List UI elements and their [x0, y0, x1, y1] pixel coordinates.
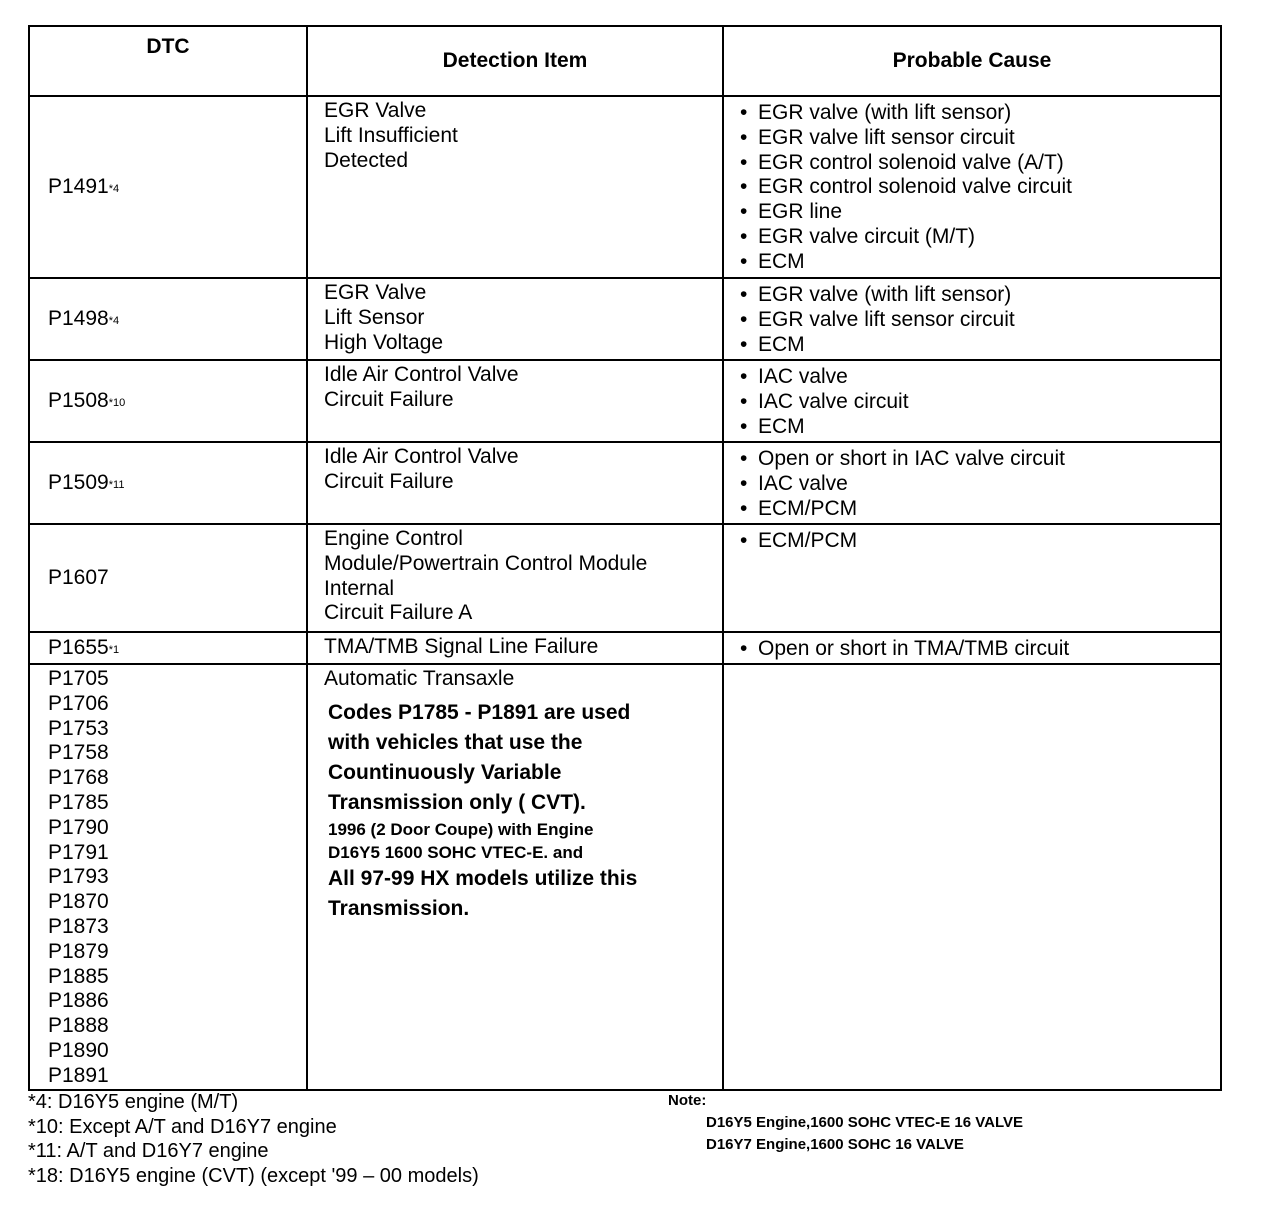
cause-item	[740, 308, 1220, 333]
table-row	[29, 96, 1221, 278]
bullet-mark: •	[740, 307, 748, 331]
table-row	[29, 664, 1221, 1090]
cvt-note	[328, 698, 722, 924]
bullet-mark: •	[740, 101, 748, 124]
cause-cell	[723, 278, 1221, 360]
cause-item	[740, 415, 1220, 440]
bullet-mark: •	[740, 414, 748, 438]
dtc-code: P1791	[48, 840, 109, 864]
detection-line: Lift Insufficient	[324, 123, 458, 147]
cause-item	[740, 497, 1220, 522]
cause-item	[740, 175, 1220, 200]
cause-text: IAC valve	[758, 471, 848, 495]
cause-item	[740, 390, 1220, 415]
cause-item	[740, 529, 1220, 554]
note-line: D16Y5 Engine,1600 SOHC VTEC-E 16 VALVE	[706, 1114, 1024, 1131]
cause-item	[740, 151, 1220, 176]
dtc-code: P1655	[48, 635, 109, 659]
detection-line: Internal	[324, 576, 395, 600]
dtc-code: P1873	[48, 914, 109, 938]
table-row	[29, 442, 1221, 524]
dtc-footnote-ref: *4	[108, 182, 120, 195]
bullet-mark: •	[740, 175, 748, 199]
header-detection-item: Detection Item	[307, 26, 723, 96]
cause-item	[740, 447, 1220, 472]
detection-line: Circuit Failure	[324, 387, 454, 411]
dtc-code: P1508	[48, 388, 109, 412]
dtc-cell	[29, 524, 307, 632]
cause-cell	[723, 96, 1221, 278]
bullet-mark: •	[740, 389, 748, 413]
dtc-cell	[29, 664, 307, 1090]
detection-line: EGR Valve	[324, 99, 427, 122]
cause-item	[740, 126, 1220, 151]
cause-text: EGR valve circuit (M/T)	[758, 224, 976, 248]
cause-text: ECM	[758, 414, 805, 438]
cause-item	[740, 225, 1220, 250]
dtc-footnote-ref: *10	[108, 396, 126, 409]
dtc-cell	[29, 442, 307, 524]
bullet-mark: •	[740, 365, 748, 388]
cause-text: ECM/PCM	[758, 529, 858, 552]
detection-line: Detected	[324, 148, 409, 172]
cvt-note-line: Countinuously Variable	[328, 760, 562, 784]
detection-cell	[307, 278, 723, 360]
cause-item	[740, 637, 1220, 662]
detection-cell	[307, 442, 723, 524]
cause-text: Open or short in IAC valve circuit	[758, 447, 1065, 470]
dtc-code: P1758	[48, 741, 109, 765]
detection-line: TMA/TMB Signal Line Failure	[324, 635, 599, 658]
dtc-code: P1886	[48, 989, 109, 1013]
cause-text: IAC valve circuit	[758, 389, 909, 413]
dtc-cell	[29, 360, 307, 442]
cause-text: EGR valve lift sensor circuit	[758, 307, 1015, 331]
cause-text: EGR control solenoid valve circuit	[758, 175, 1072, 199]
note-title: Note:	[668, 1092, 707, 1109]
bullet-mark: •	[740, 447, 748, 470]
cause-text: EGR control solenoid valve (A/T)	[758, 150, 1064, 174]
dtc-cell	[29, 632, 307, 664]
detection-cell	[307, 632, 723, 664]
dtc-table	[28, 25, 1222, 1091]
detection-line: Engine Control	[324, 527, 463, 550]
bullet-mark: •	[740, 471, 748, 495]
dtc-cell	[29, 96, 307, 278]
dtc-code: P1879	[48, 939, 109, 963]
dtc-code: P1706	[48, 691, 109, 715]
cause-item	[740, 365, 1220, 390]
detection-cell	[307, 664, 723, 1090]
cvt-note-line: D16Y5 1600 SOHC VTEC-E. and	[328, 842, 584, 862]
table-row	[29, 360, 1221, 442]
bullet-mark: •	[740, 283, 748, 306]
footnote: *4: D16Y5 engine (M/T)	[28, 1091, 239, 1113]
bullet-mark: •	[740, 224, 748, 248]
dtc-code: P1891	[48, 1063, 109, 1087]
detection-line: Circuit Failure A	[324, 601, 473, 625]
detection-cell	[307, 96, 723, 278]
dtc-code: P1509	[48, 470, 109, 494]
dtc-code: P1753	[48, 716, 109, 740]
cause-text: ECM	[758, 249, 805, 273]
footnote: *11: A/T and D16Y7 engine	[28, 1140, 269, 1162]
footnote: *18: D16Y5 engine (CVT) (except '99 – 00 models)	[28, 1164, 479, 1187]
cause-cell	[723, 632, 1221, 664]
dtc-code: P1870	[48, 890, 109, 914]
table-row	[29, 278, 1221, 360]
table-row	[29, 632, 1221, 664]
cause-item	[740, 200, 1220, 225]
dtc-code: P1768	[48, 766, 109, 790]
dtc-code: P1785	[48, 790, 109, 814]
cvt-note-line: Codes P1785 - P1891 are used	[328, 700, 631, 724]
cvt-note-line: 1996 (2 Door Coupe) with Engine	[328, 819, 594, 839]
detection-line: Automatic Transaxle	[324, 667, 515, 690]
dtc-cell	[29, 278, 307, 360]
cause-text: EGR line	[758, 200, 843, 224]
detection-cell	[307, 360, 723, 442]
bullet-mark: •	[740, 249, 748, 273]
bullet-mark: •	[740, 200, 748, 224]
dtc-code: P1885	[48, 964, 109, 988]
dtc-footnote-ref: *1	[108, 643, 120, 656]
bullet-mark: •	[740, 150, 748, 174]
table-row	[29, 524, 1221, 632]
dtc-footnote-ref: *11	[108, 478, 125, 491]
cause-cell	[723, 360, 1221, 442]
detection-line: Idle Air Control Valve	[324, 445, 519, 468]
header-dtc: DTC	[29, 26, 307, 96]
cause-text: EGR valve lift sensor circuit	[758, 125, 1015, 149]
table-header-row	[29, 26, 1221, 96]
detection-line: Idle Air Control Valve	[324, 363, 519, 386]
detection-line: Lift Sensor	[324, 305, 425, 329]
cause-item	[740, 472, 1220, 497]
cvt-note-line: Transmission only ( CVT).	[328, 790, 586, 814]
detection-line: EGR Valve	[324, 281, 427, 304]
dtc-code: P1607	[48, 565, 109, 589]
dtc-code: P1888	[48, 1014, 109, 1038]
detection-line: Module/Powertrain Control Module	[324, 551, 648, 575]
footnote: *10: Except A/T and D16Y7 engine	[28, 1115, 337, 1138]
cause-cell	[723, 524, 1221, 632]
cause-item	[740, 283, 1220, 308]
dtc-code: P1890	[48, 1038, 109, 1062]
bullet-mark: •	[740, 332, 748, 356]
bullet-mark: •	[740, 496, 748, 520]
cvt-note-line: All 97-99 HX models utilize this	[328, 866, 638, 890]
header-probable-cause: Probable Cause	[723, 26, 1221, 96]
footnotes	[28, 1090, 479, 1188]
dtc-code: P1491	[48, 174, 109, 198]
cause-item	[740, 333, 1220, 358]
dtc-code: P1793	[48, 865, 109, 889]
cause-text: EGR valve (with lift sensor)	[758, 101, 1012, 124]
cause-item	[740, 250, 1220, 275]
bullet-mark: •	[740, 529, 748, 552]
detection-line: High Voltage	[324, 330, 444, 354]
engine-note	[668, 1090, 1023, 1156]
cause-text: ECM/PCM	[758, 496, 858, 520]
detection-line: Circuit Failure	[324, 469, 454, 493]
detection-cell	[307, 524, 723, 632]
cause-cell	[723, 442, 1221, 524]
cause-text: Open or short in TMA/TMB circuit	[758, 637, 1070, 660]
dtc-code: P1790	[48, 815, 109, 839]
dtc-code: P1705	[48, 667, 109, 690]
bullet-mark: •	[740, 125, 748, 149]
cause-text: EGR valve (with lift sensor)	[758, 283, 1012, 306]
note-line: D16Y7 Engine,1600 SOHC 16 VALVE	[706, 1136, 964, 1153]
dtc-code: P1498	[48, 306, 109, 330]
cause-item	[740, 101, 1220, 126]
cvt-note-line: with vehicles that use the	[328, 730, 583, 754]
cvt-note-line: Transmission.	[328, 896, 470, 920]
cause-text: ECM	[758, 332, 805, 356]
dtc-footnote-ref: *4	[108, 314, 120, 327]
cause-text: IAC valve	[758, 365, 848, 388]
bullet-mark: •	[740, 637, 748, 660]
cause-cell	[723, 664, 1221, 1090]
